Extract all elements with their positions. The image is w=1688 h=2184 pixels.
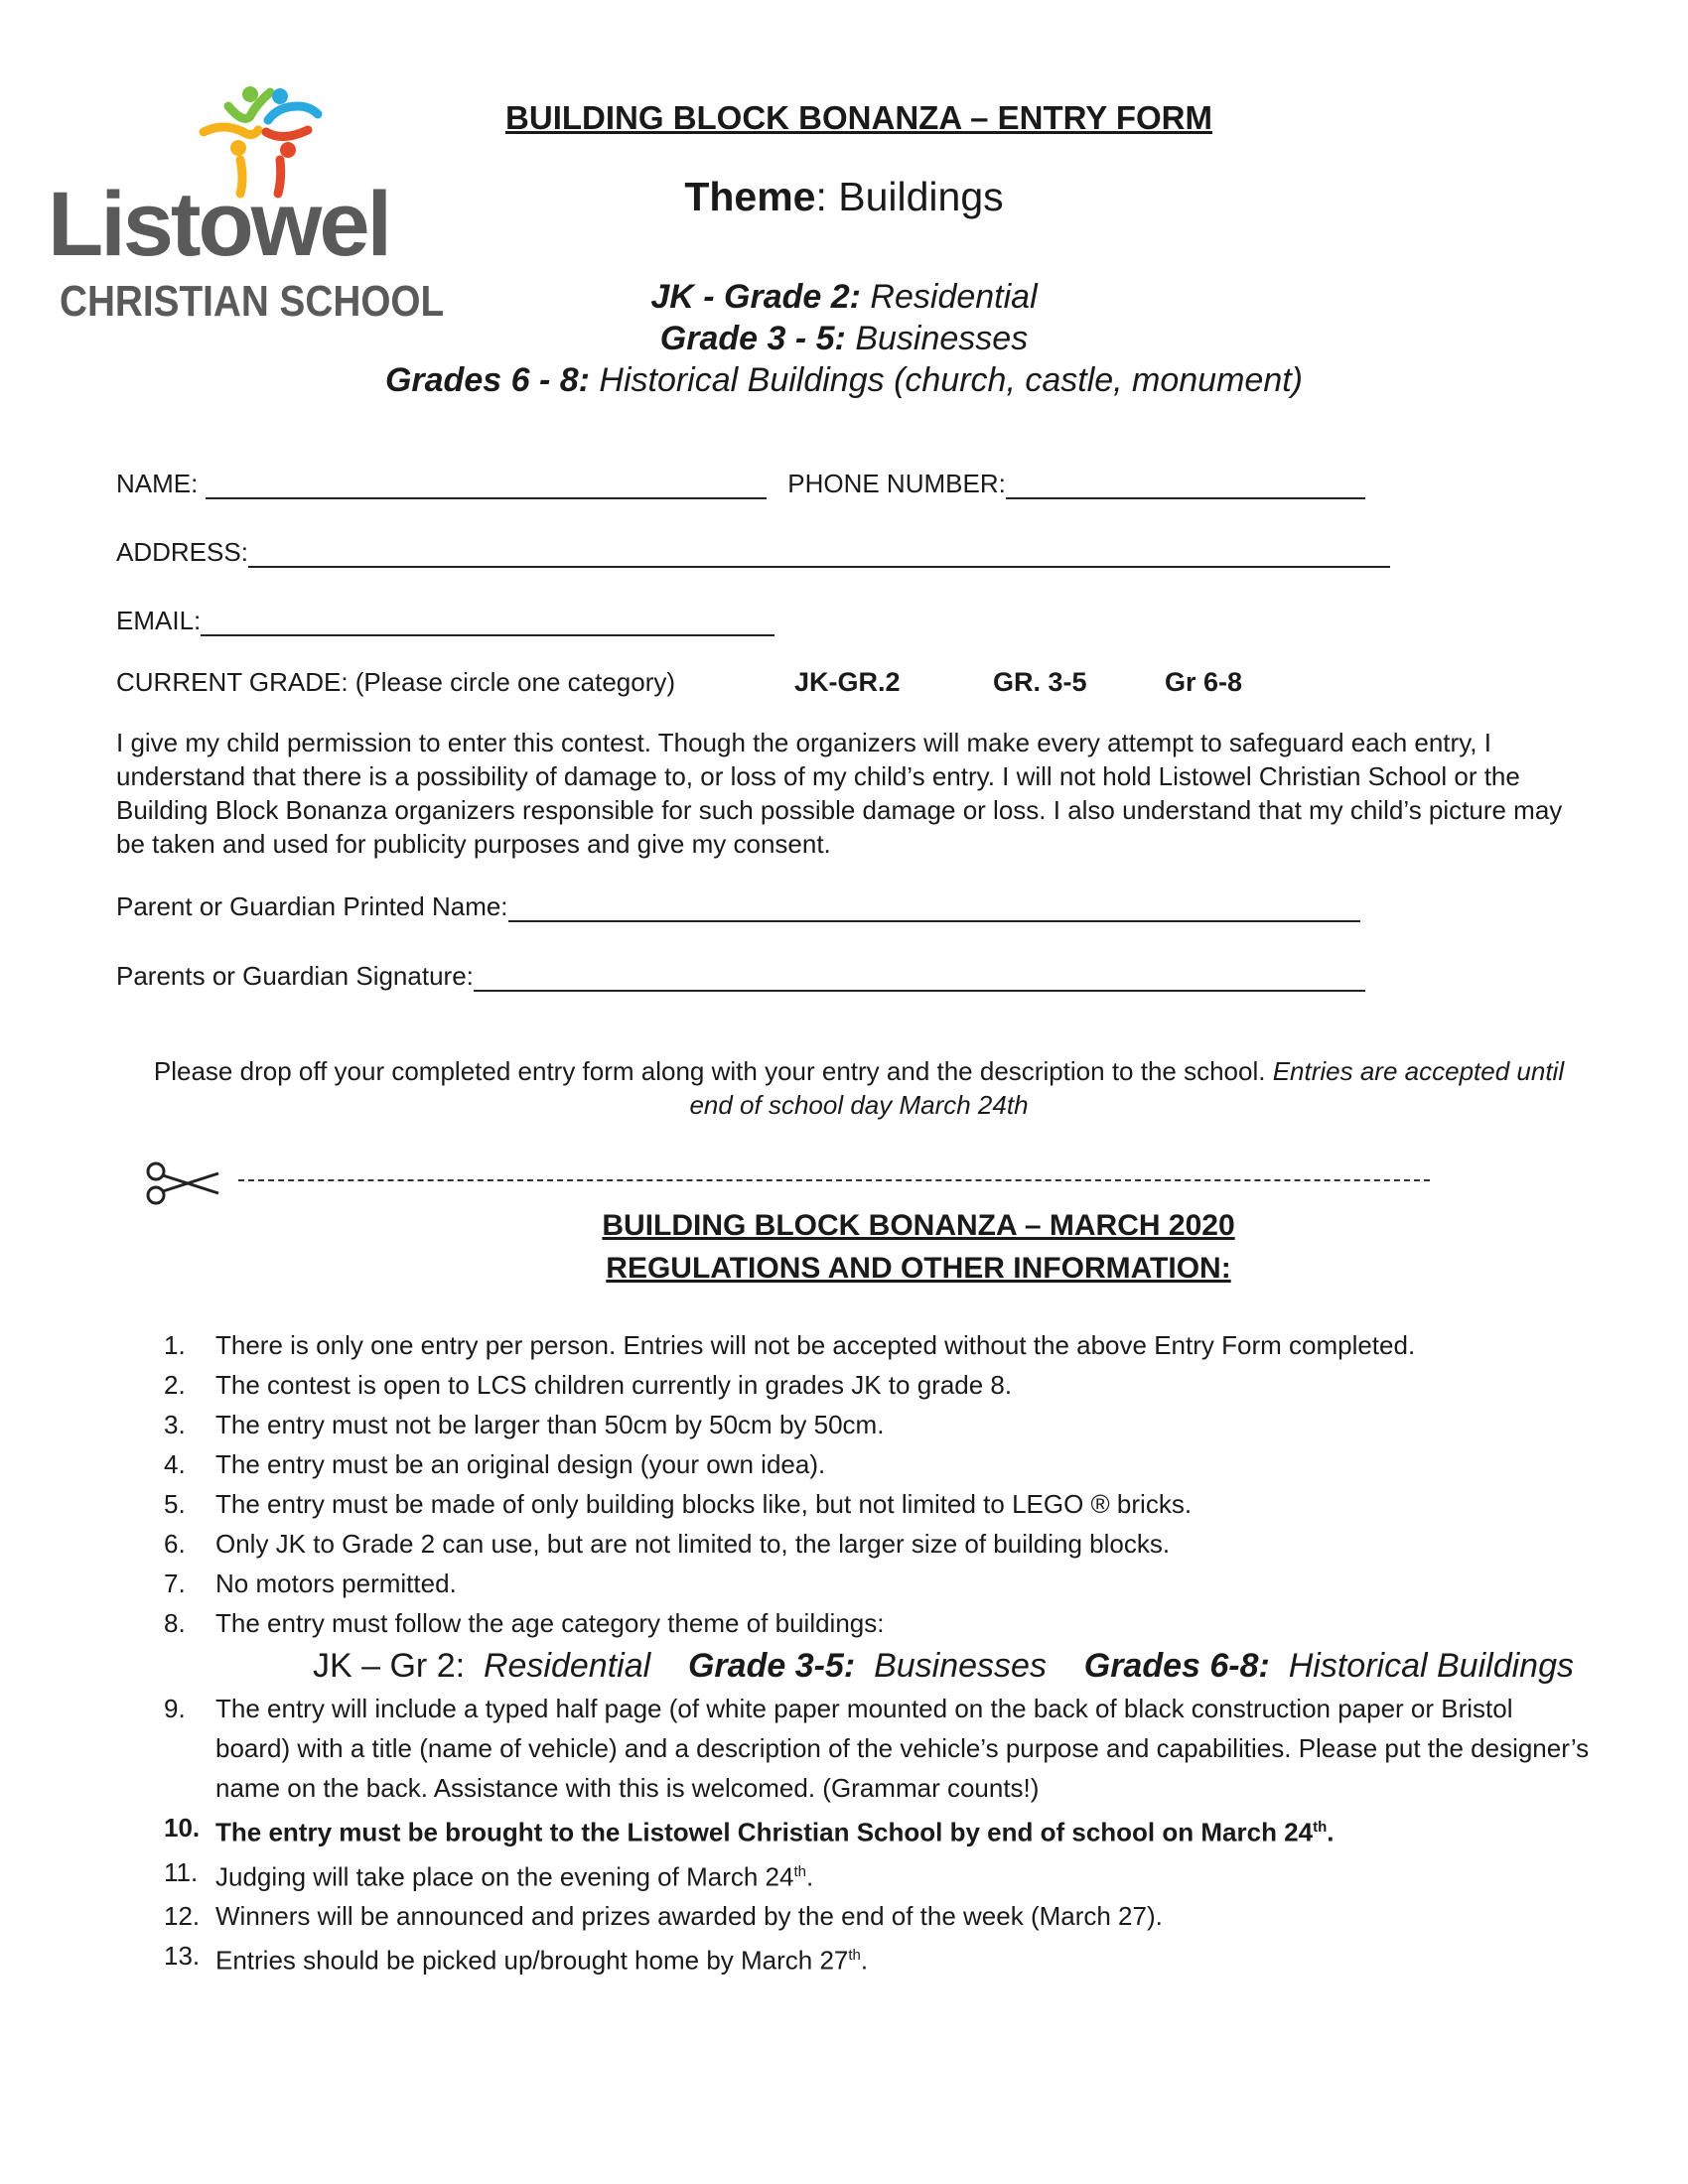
- item-text-main: Judging will take place on the evening of March 24: [215, 1861, 794, 1892]
- item-text: Only JK to Grade 2 can use, but are not limited to, the larger size of building blocks.: [215, 1529, 1171, 1559]
- grade-label: CURRENT GRADE: (Please circle one category): [116, 667, 676, 697]
- category-3-5: [0, 320, 1688, 358]
- list-item: [164, 1484, 1594, 1524]
- guardian-name-row: [116, 891, 1360, 922]
- list-item: [164, 1808, 1594, 1852]
- logo-subtitle: CHRISTIAN SCHOOL: [60, 277, 445, 326]
- email-field[interactable]: [201, 611, 774, 636]
- grade-option-jk-2[interactable]: JK-GR.2: [794, 667, 901, 697]
- item-number: 6.: [164, 1529, 186, 1559]
- theme-label: Theme: [684, 174, 816, 219]
- list-item: [164, 1365, 1594, 1405]
- item-number: 5.: [164, 1489, 186, 1519]
- guardian-signature-row: [116, 961, 1365, 992]
- name-label: NAME:: [116, 469, 199, 498]
- address-field[interactable]: [248, 542, 1390, 568]
- item-text: The entry will include a typed half page (of white paper mounted on the back of black construction paper or Bristol board) with a title (name of vehicle) and a description of the vehicle’s purpose and capabilities. Please put the designer’s name on the back. Assistance with this is welcomed. (Grammar counts!): [215, 1694, 1590, 1803]
- dropoff-note: [149, 1054, 1569, 1122]
- grade-option-3-5[interactable]: GR. 3-5: [993, 667, 1087, 697]
- list-item: [164, 1524, 1594, 1564]
- theme-historical: Historical Buildings: [1288, 1647, 1574, 1685]
- item-number: 13.: [164, 1941, 201, 1972]
- list-item: [164, 1689, 1594, 1808]
- category-theme: Historical Buildings (church, castle, monument): [589, 361, 1304, 399]
- phone-field[interactable]: [1006, 474, 1365, 499]
- category-grade: Grades 6 - 8:: [384, 361, 590, 399]
- permission-text: I give my child permission to enter this contest. Though the organizers will make every attempt to safeguard each entry, I understand that there is a possibility of damage to, or loss of my child’s entry. I will not hold Listowel Christian School or the Building Block Bonanza organizers responsible for such possible damage or loss. I also understand that my child’s picture may be taken and used for publicity purposes and give my consent.: [116, 728, 1563, 859]
- category-grade: JK - Grade 2:: [650, 278, 861, 316]
- item-text: The entry must be made of only building blocks like, but not limited to LEGO ® bricks.: [215, 1489, 1193, 1519]
- item-text: There is only one entry per person. Entries will not be accepted without the above Entry Form completed.: [215, 1330, 1416, 1360]
- list-item: [164, 1852, 1594, 1897]
- theme-grade-6-8: Grades 6-8:: [1083, 1647, 1270, 1685]
- theme-heading: [596, 174, 1092, 220]
- form-title: BUILDING BLOCK BONANZA – ENTRY FORM: [505, 99, 1212, 136]
- item-number: 3.: [164, 1410, 186, 1439]
- address-row: [116, 537, 1390, 568]
- list-item: [164, 1405, 1594, 1444]
- item-text: Winners will be announced and prizes awarded by the end of the week (March 27).: [215, 1901, 1163, 1932]
- item-number: 10.: [164, 1813, 201, 1843]
- dropoff-deadline: Entries are accepted until end of school day March 24th: [689, 1056, 1565, 1120]
- theme-residential: Residential: [483, 1647, 651, 1685]
- regulations-subtitle: REGULATIONS AND OTHER INFORMATION:: [606, 1252, 1231, 1285]
- item-text-sup: th: [1313, 1819, 1328, 1836]
- email-row: [116, 606, 774, 636]
- list-item: [164, 1603, 1594, 1643]
- grade-option-6-8[interactable]: Gr 6-8: [1165, 667, 1243, 697]
- item-text-main: Entries should be picked up/brought home by March 27: [215, 1945, 849, 1976]
- item-text: [215, 1852, 1594, 1897]
- item-text: [215, 1808, 1594, 1852]
- list-item: [164, 1564, 1594, 1603]
- theme-grade-jk: JK – Gr 2:: [313, 1647, 466, 1685]
- item-number: 11.: [164, 1856, 199, 1887]
- guardian-name-label: Parent or Guardian Printed Name:: [116, 891, 508, 921]
- list-item: [164, 1896, 1594, 1936]
- category-theme: Residential: [860, 278, 1038, 316]
- name-row: [116, 469, 1365, 499]
- list-item: [164, 1936, 1594, 1980]
- category-6-8: [0, 361, 1688, 400]
- item-text-sup: th: [848, 1947, 861, 1965]
- item-number: 2.: [164, 1370, 186, 1400]
- phone-label: PHONE NUMBER:: [787, 469, 1006, 498]
- item-text: The entry must not be larger than 50cm by 50cm by 50cm.: [215, 1410, 885, 1439]
- item-text: The entry must follow the age category theme of buildings:: [215, 1608, 885, 1638]
- list-item: [164, 1444, 1594, 1484]
- theme-value: : Buildings: [815, 174, 1004, 219]
- item-text-sup: th: [793, 1862, 806, 1880]
- email-label: EMAIL:: [116, 606, 202, 635]
- list-item: [164, 1325, 1594, 1365]
- item-number: 9.: [164, 1694, 186, 1723]
- item-text-main: The entry must be brought to the Listowel Christian School by end of school on March 24: [215, 1817, 1314, 1847]
- item-text-end: .: [1327, 1817, 1335, 1847]
- guardian-signature-label: Parents or Guardian Signature:: [116, 961, 474, 991]
- category-jk-2: [0, 278, 1688, 317]
- item-number: 1.: [164, 1330, 186, 1360]
- item-text-end: .: [806, 1861, 814, 1892]
- item-text: The contest is open to LCS children currently in grades JK to grade 8.: [215, 1370, 1013, 1400]
- item-number: 8.: [164, 1608, 186, 1638]
- cut-line: [238, 1179, 1430, 1185]
- item-number: 4.: [164, 1449, 186, 1479]
- address-label: ADDRESS:: [116, 537, 248, 567]
- item-number: 12.: [164, 1901, 201, 1932]
- item-text-end: .: [860, 1945, 869, 1976]
- theme-businesses: Businesses: [874, 1647, 1047, 1685]
- theme-grade-3-5: Grade 3-5:: [687, 1647, 856, 1685]
- scissors-icon: [144, 1160, 223, 1207]
- logo-wordmark: Listowel: [48, 174, 390, 275]
- guardian-signature-field[interactable]: [474, 966, 1365, 992]
- guardian-name-field[interactable]: [508, 896, 1360, 922]
- item-text: No motors permitted.: [215, 1569, 457, 1598]
- grade-row: [116, 667, 675, 698]
- themes-summary: [164, 1643, 1594, 1689]
- item-text: The entry must be an original design (your own idea).: [215, 1449, 826, 1479]
- item-text: [215, 1936, 1594, 1980]
- category-grade: Grade 3 - 5:: [659, 320, 846, 357]
- dropoff-text: Please drop off your completed entry form along with your entry and the description to the school.: [153, 1056, 1273, 1086]
- item-number: 7.: [164, 1569, 186, 1598]
- category-theme: Businesses: [845, 320, 1029, 357]
- name-field[interactable]: [206, 474, 767, 499]
- regulations-list: [164, 1325, 1594, 1980]
- regulations-title: BUILDING BLOCK BONANZA – MARCH 2020: [602, 1209, 1235, 1242]
